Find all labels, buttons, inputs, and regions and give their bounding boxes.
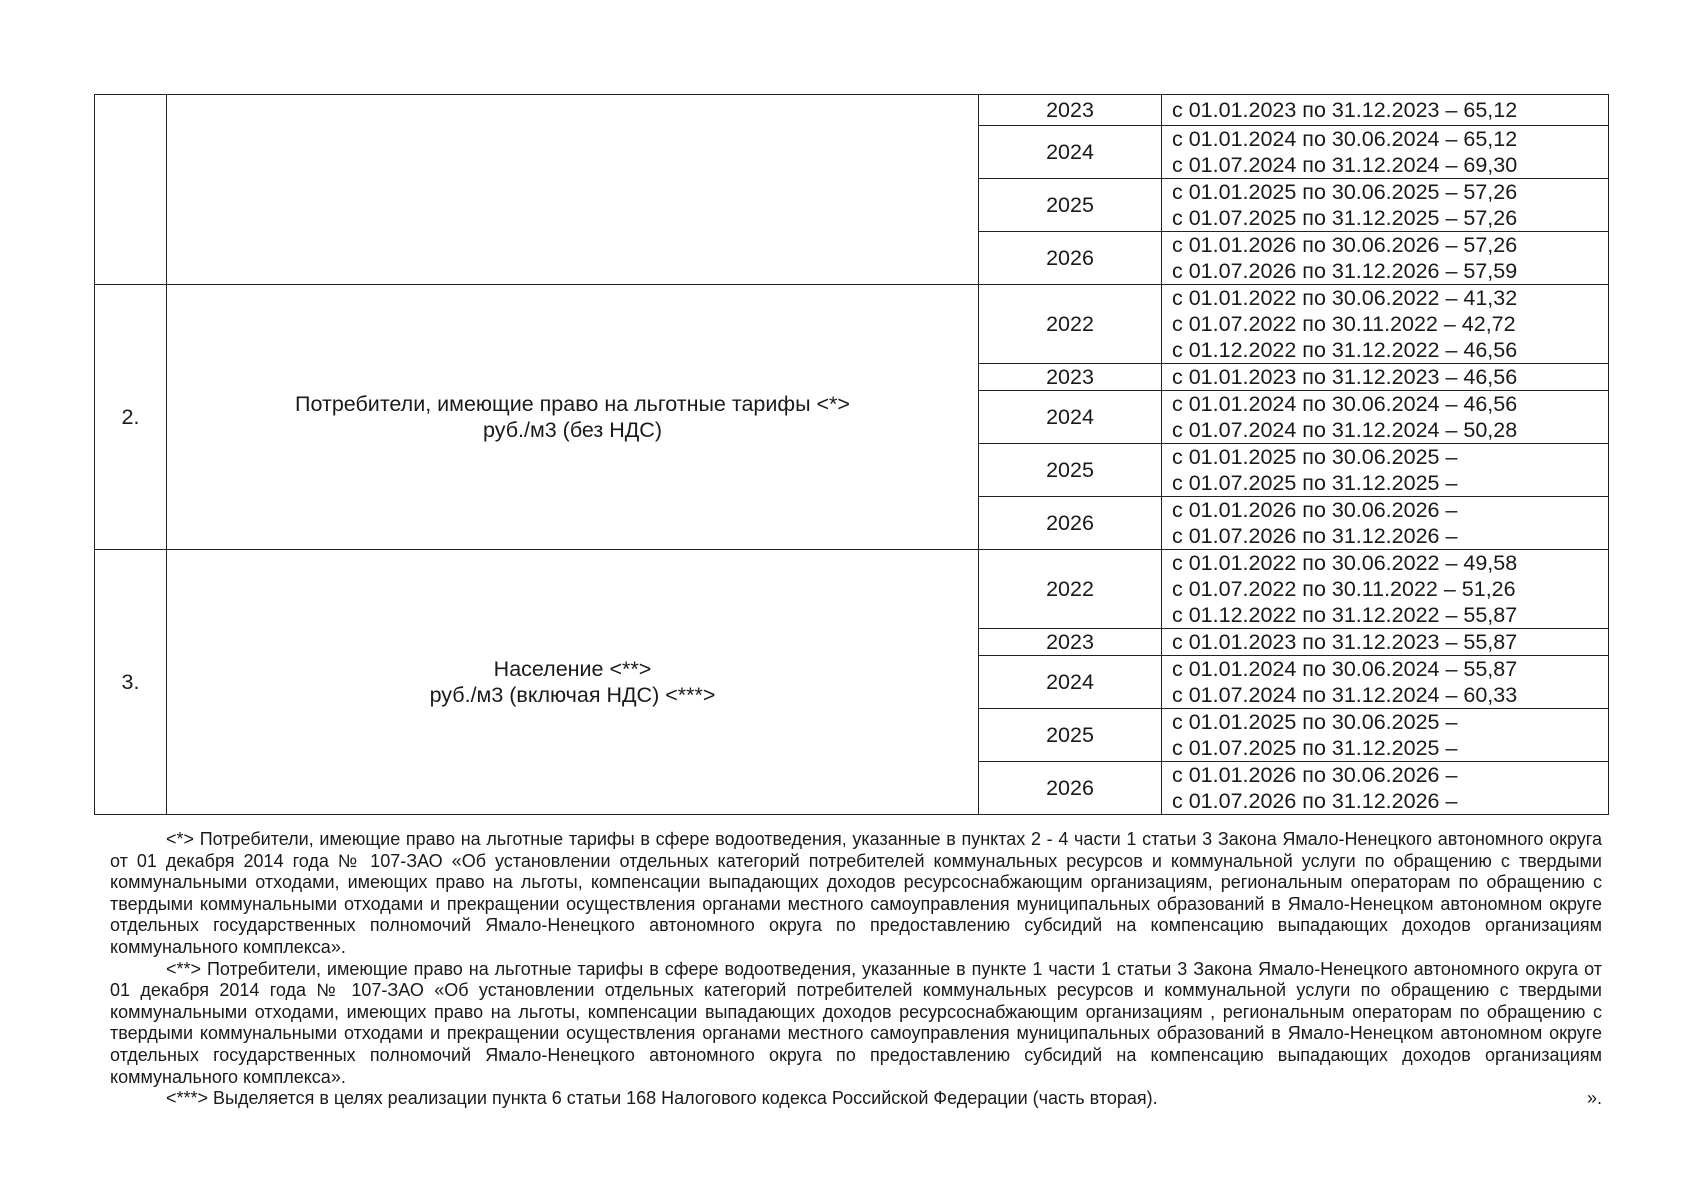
tariff-period-cell	[1162, 364, 1609, 391]
tariff-period-line: с 01.07.2024 по 31.12.2024 – 50,28	[1172, 418, 1518, 442]
tariff-period-line: с 01.01.2023 по 31.12.2023 – 46,56	[1172, 365, 1518, 389]
tariff-period-cell	[1162, 285, 1609, 364]
tariff-table	[94, 94, 1609, 815]
tariff-period-line: с 01.07.2026 по 31.12.2026 –	[1172, 789, 1458, 813]
year-cell: 2026	[979, 762, 1162, 815]
footnote-2: <**> Потребители, имеющие право на льготные тарифы в сфере водоотведения, указанные в пункте 1 части 1 статьи 3 Закона Ямало-Ненецкого автономного округа от 01 декабря 2014 года № 107-ЗАО «Об установлении отдельных категорий потребителей коммунальных ресурсов и коммунальной услуги по обращению с твердыми коммунальными отходами, имеющих право на льготы, компенсации выпадающих доходов ресурсоснабжающим организациям , региональным операторам по обращению с твердыми коммунальными отходами и прекращении осуществления органами местного самоуправления муниципальных образований в Ямало-Ненецком автономном округе отдельных государственных полномочий Ямало-Ненецкого автономного округа по предоставлению субсидий на компенсацию выпадающих доходов организациям коммунального комплекса».	[110, 958, 1602, 1087]
tariff-table-body	[95, 95, 1609, 815]
consumer-category-cell	[167, 285, 979, 550]
footnote-3-text: <***> Выделяется в целях реализации пункта 6 статьи 168 Налогового кодекса Российской Федерации (часть вторая).	[166, 1088, 1158, 1109]
tariff-period-line: с 01.12.2022 по 31.12.2022 – 46,56	[1172, 338, 1518, 362]
row-number-cell: 2.	[95, 285, 167, 550]
year-cell: 2024	[979, 391, 1162, 444]
year-cell: 2023	[979, 629, 1162, 656]
tariff-period-line: с 01.07.2024 по 31.12.2024 – 69,30	[1172, 153, 1518, 177]
tariff-period-line: с 01.01.2024 по 30.06.2024 – 65,12	[1172, 127, 1518, 151]
tariff-period-line: с 01.01.2023 по 31.12.2023 – 55,87	[1172, 630, 1518, 654]
tariff-period-cell	[1162, 656, 1609, 709]
consumer-category-line: руб./м3 (включая НДС) <***>	[429, 683, 716, 707]
footnote-3	[110, 1088, 1602, 1110]
year-cell: 2026	[979, 232, 1162, 285]
year-cell: 2024	[979, 126, 1162, 179]
consumer-category-cell	[167, 95, 979, 285]
tariff-period-line: с 01.01.2022 по 30.06.2022 – 41,32	[1172, 286, 1518, 310]
tariff-period-cell	[1162, 126, 1609, 179]
tariff-period-line: с 01.01.2025 по 30.06.2025 –	[1172, 710, 1458, 734]
tariff-period-line: с 01.07.2025 по 31.12.2025 –	[1172, 736, 1458, 760]
tariff-period-line: с 01.01.2026 по 30.06.2026 –	[1172, 763, 1458, 787]
tariff-period-line: с 01.01.2026 по 30.06.2026 –	[1172, 498, 1458, 522]
row-number-cell	[95, 95, 167, 285]
tariff-period-line: с 01.01.2025 по 30.06.2025 – 57,26	[1172, 180, 1518, 204]
tariff-period-line: с 01.07.2025 по 31.12.2025 – 57,26	[1172, 206, 1518, 230]
footnote-1: <*> Потребители, имеющие право на льготные тарифы в сфере водоотведения, указанные в пунктах 2 - 4 части 1 статьи 3 Закона Ямало-Ненецкого автономного округа от 01 декабря 2014 года № 107-ЗАО «Об установлении отдельных категорий потребителей коммунальных ресурсов и коммунальной услуги по обращению с твердыми коммунальными отходами, имеющих право на льготы, компенсации выпадающих доходов ресурсоснабжающим организациям, региональным операторам по обращению с твердыми коммунальными отходами и прекращении осуществления органами местного самоуправления муниципальных образований в Ямало-Ненецком автономном округе отдельных государственных полномочий Ямало-Ненецкого автономного округа по предоставлению субсидий на компенсацию выпадающих доходов организациям коммунального комплекса».	[110, 829, 1602, 957]
tariff-period-line: с 01.01.2023 по 31.12.2023 – 65,12	[1172, 98, 1518, 122]
consumer-category-line: руб./м3 (без НДС)	[482, 418, 662, 442]
year-cell: 2022	[979, 550, 1162, 629]
tariff-period-cell	[1162, 444, 1609, 497]
year-cell: 2025	[979, 179, 1162, 232]
tariff-period-cell	[1162, 709, 1609, 762]
tariff-period-line: с 01.07.2024 по 31.12.2024 – 60,33	[1172, 683, 1518, 707]
consumer-category-cell	[167, 550, 979, 815]
tariff-period-cell	[1162, 550, 1609, 629]
tariff-period-cell	[1162, 95, 1609, 126]
year-cell: 2025	[979, 709, 1162, 762]
tariff-period-line: с 01.01.2024 по 30.06.2024 – 55,87	[1172, 657, 1518, 681]
year-cell: 2023	[979, 95, 1162, 126]
consumer-category-line: Население <**>	[493, 657, 652, 681]
tariff-period-cell	[1162, 497, 1609, 550]
tariff-period-line: с 01.07.2026 по 31.12.2026 – 57,59	[1172, 259, 1518, 283]
year-cell: 2022	[979, 285, 1162, 364]
tariff-period-line: с 01.01.2026 по 30.06.2026 – 57,26	[1172, 233, 1518, 257]
closing-quote: ».	[1586, 1088, 1602, 1109]
tariff-period-line: с 01.01.2024 по 30.06.2024 – 46,56	[1172, 392, 1518, 416]
tariff-period-cell	[1162, 391, 1609, 444]
table-row	[95, 95, 1609, 126]
row-number-cell: 3.	[95, 550, 167, 815]
year-cell: 2026	[979, 497, 1162, 550]
year-cell: 2023	[979, 364, 1162, 391]
tariff-period-line: с 01.12.2022 по 31.12.2022 – 55,87	[1172, 603, 1518, 627]
tariff-period-line: с 01.01.2022 по 30.06.2022 – 49,58	[1172, 551, 1518, 575]
tariff-period-line: с 01.07.2025 по 31.12.2025 –	[1172, 471, 1458, 495]
tariff-period-cell	[1162, 179, 1609, 232]
table-row	[95, 550, 1609, 629]
tariff-period-line: с 01.07.2026 по 31.12.2026 –	[1172, 524, 1458, 548]
year-cell: 2025	[979, 444, 1162, 497]
table-row	[95, 285, 1609, 364]
tariff-period-cell	[1162, 762, 1609, 815]
consumer-category-line: Потребители, имеющие право на льготные тарифы <*>	[295, 392, 850, 416]
tariff-period-line: с 01.01.2025 по 30.06.2025 –	[1172, 445, 1458, 469]
tariff-period-cell	[1162, 629, 1609, 656]
tariff-period-line: с 01.07.2022 по 30.11.2022 – 51,26	[1172, 577, 1516, 601]
tariff-period-cell	[1162, 232, 1609, 285]
year-cell: 2024	[979, 656, 1162, 709]
footnotes	[110, 829, 1602, 1110]
tariff-period-line: с 01.07.2022 по 30.11.2022 – 42,72	[1172, 312, 1516, 336]
